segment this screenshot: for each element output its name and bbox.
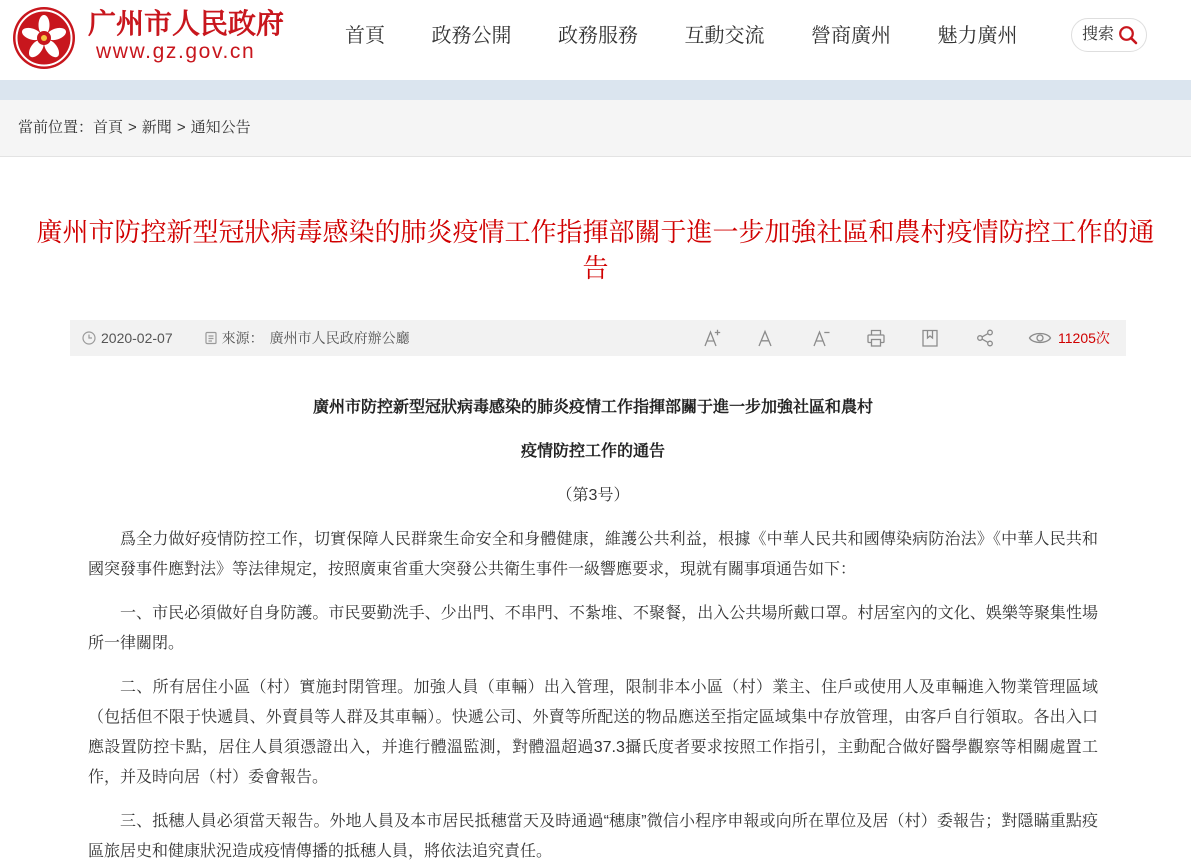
article-meta-bar (70, 320, 1126, 356)
article-paragraph-2: 二、所有居住小區（村）實施封閉管理。加強人員（車輛）出入管理，限制非本小區（村）業主、住戶或使用人及車輛進入物業管理區域（包括但不限于快遞員、外賣員等人群及其車輛）。快遞公司、外賣等所配送的物品應送至指定區域集中存放管理，由客戶自行領取。各出入口應設置防控卡點，居住人員須憑證出入，并進行體溫監測，對體溫超過37.3攝氏度者要求按照工作指引，主動配合做好醫學觀察等相關處置工作，并及時向居（村）委會報告。 (88, 679, 1098, 786)
article-heading-line-1: 廣州市防控新型冠狀病毒感染的肺炎疫情工作指揮部關于進一步加強社區和農村 (312, 399, 873, 416)
clock-icon (82, 331, 96, 345)
breadcrumb-label: 當前位置： (18, 119, 94, 136)
notice-number: （第3号） (556, 487, 630, 504)
main-nav (345, 22, 1018, 50)
nav-item-business-guangzhou[interactable]: 營商廣州 (811, 25, 891, 47)
breadcrumb (18, 100, 251, 156)
article-paragraph-intro: 爲全力做好疫情防控工作，切實保障人民群衆生命安全和身體健康，維護公共利益，根據《中華人民共和國傳染病防治法》《中華人民共和國突發事件應對法》等法律規定，按照廣東省重大突發公共衛生事件一級響應要求，現就有關事項通告如下： (88, 531, 1098, 578)
font-increase-button[interactable] (702, 328, 722, 348)
search-icon (1118, 25, 1138, 45)
article-body (88, 393, 1098, 867)
source-label: 來源： (221, 330, 264, 346)
print-icon (866, 328, 886, 348)
article-paragraph-3: 三、抵穗人員必須當天報告。外地人員及本市居民抵穗當天及時通過“穗康”微信小程序申報或向所在單位及居（村）委報告；對隱瞞重點疫區旅居史和健康狀況造成疫情傳播的抵穗人員，將依法追究責任。 (88, 813, 1098, 860)
breadcrumb-link-news[interactable]: 新聞 (141, 119, 172, 136)
eye-icon (1028, 330, 1052, 346)
document-icon (204, 331, 218, 345)
view-count-number: 11205 (1058, 330, 1096, 346)
bookmark-icon (920, 328, 940, 348)
breadcrumb-bar (0, 100, 1191, 157)
font-reset-icon (755, 328, 775, 348)
article-title: 廣州市防控新型冠狀病毒感染的肺炎疫情工作指揮部關于進一步加強社區和農村疫情防控工作的通告 (36, 217, 1155, 283)
bookmark-button[interactable] (920, 328, 940, 348)
breadcrumb-link-notices[interactable]: 通知公告 (190, 119, 251, 136)
nav-item-government-affairs-disclosure[interactable]: 政務公開 (431, 25, 512, 47)
print-button[interactable] (866, 328, 886, 348)
source-value: 廣州市人民政府辦公廳 (269, 330, 410, 346)
publish-date: 2020-02-07 (101, 330, 173, 346)
header-divider-band (0, 80, 1191, 100)
article-meta-info (82, 320, 410, 356)
breadcrumb-separator: > (128, 119, 137, 136)
nav-item-home[interactable]: 首頁 (345, 25, 385, 47)
city-emblem-icon (12, 6, 76, 70)
site-name: 广州市人民政府 (88, 8, 285, 39)
search-label: 搜索 (1082, 26, 1115, 43)
article-paragraph-1: 一、市民必須做好自身防護。市民要勤洗手、少出門、不串門、不紮堆、不聚餐，出入公共場所戴口罩。村居室內的文化、娛樂等聚集性場所一律關閉。 (88, 605, 1098, 652)
font-reset-button[interactable] (755, 328, 775, 348)
article-heading-line-2: 疫情防控工作的通告 (520, 443, 665, 460)
breadcrumb-separator: > (176, 119, 186, 136)
site-logo-link[interactable] (10, 5, 300, 73)
nav-item-interaction[interactable]: 互動交流 (684, 25, 765, 47)
nav-item-charming-guangzhou[interactable]: 魅力廣州 (937, 25, 1018, 47)
breadcrumb-link-home[interactable]: 首頁 (93, 119, 124, 136)
view-count (1058, 320, 1110, 356)
site-url: www.gz.gov.cn (96, 40, 256, 63)
view-count-unit: 次 (1095, 330, 1110, 346)
nav-item-government-services[interactable]: 政務服務 (558, 25, 638, 47)
search-button[interactable] (1071, 18, 1147, 52)
font-decrease-icon (811, 328, 831, 348)
share-icon (975, 328, 995, 348)
share-button[interactable] (975, 328, 995, 348)
site-header (0, 0, 1191, 80)
font-increase-icon (702, 328, 722, 348)
font-decrease-button[interactable] (811, 328, 831, 348)
